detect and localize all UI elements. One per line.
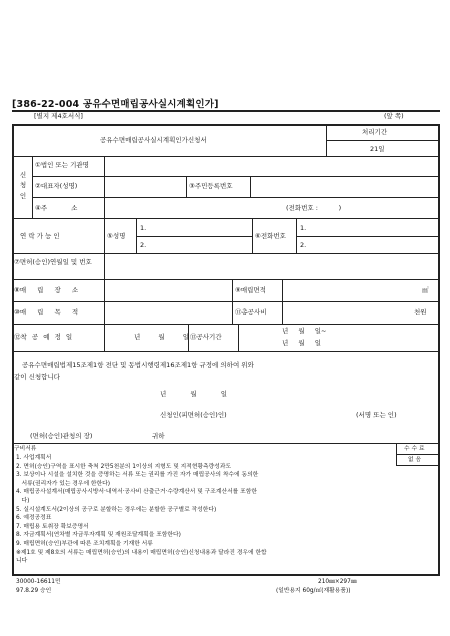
- attachment-item: 9. 매립면허(승인)부관에 따른 조치계획을 기재한 서류: [16, 540, 153, 547]
- attachment-item: 8. 자금계획서(연차별 자금투자계획 및 재원조달계획을 포함한다): [16, 532, 181, 539]
- license-date-label: ⑦면허(승인)연월일 및 번호: [14, 258, 92, 266]
- signature-note: (서명 또는 인): [356, 411, 397, 419]
- contact-phone-2: 2.: [300, 241, 307, 249]
- attachment-note: ※제1호 및 제8호의 서류는 매립면허(승인)의 내용이 매립면허(승인)신청내용과 달라진 경우에 한합: [16, 549, 267, 556]
- attachment-item: 6. 예정공정표: [16, 515, 52, 522]
- reclamation-purpose-label: ⑩매 립 목 적: [14, 308, 79, 316]
- approval-date: 97.8.29 승인: [16, 588, 52, 594]
- corp-name-label: ①법인 또는 기관명: [35, 161, 89, 169]
- attachment-item: 3. 보상이나 시설을 설치한 것을 증명하는 서류 또는 권리를 가진 자가 매립공사의 착수에 동의한: [16, 472, 259, 479]
- fee-value: 없 음: [408, 457, 422, 463]
- total-cost-label: ⑪총공사비: [235, 308, 267, 316]
- authority-name: (면허(승인)관청의 장): [30, 432, 93, 440]
- contact-name-1: 1.: [140, 224, 147, 232]
- contact-phone-label: ⑥전화번호: [255, 232, 286, 240]
- applicant-signature-line: 신청인(피면허(승인)인): [160, 411, 227, 419]
- attachment-item: 서류(권리자가 있는 경우에 한한다): [16, 480, 110, 487]
- contact-name-2: 2.: [140, 241, 147, 249]
- form-bottom-border: [12, 574, 440, 576]
- processing-period-label: 처리기간: [362, 128, 388, 136]
- attachment-note: 니다: [16, 558, 28, 565]
- form-number: [별지 제4호서식]: [34, 112, 83, 120]
- reclamation-area-label: ⑨매립면적: [235, 286, 266, 294]
- reclamation-site-label: ⑧매 립 장 소: [14, 286, 79, 294]
- side-note: (앞 쪽): [384, 112, 404, 120]
- cost-unit: 천원: [414, 308, 427, 316]
- representative-name-label: ②대표자(성명): [35, 182, 78, 190]
- fee-label: 수 수 료: [404, 446, 425, 452]
- contact-phone-1: 1.: [300, 224, 307, 232]
- start-date-value: 년 월 일: [134, 333, 189, 341]
- declaration-date: 년 월 일: [160, 390, 227, 398]
- attachment-item: 4. 매립공사설계서(매립공사시방서·내역서·공사비 산출근거·수량계산서 및 구조계산서를 포함한: [16, 489, 257, 496]
- period-to: 년 월 일: [282, 339, 321, 347]
- start-date-label: ⑫착 공 예 정 일: [14, 333, 73, 341]
- address-label: ④주 소: [35, 204, 78, 212]
- resident-number-label: ③주민등록번호: [189, 182, 233, 190]
- period-from: 년 월 일~: [282, 327, 327, 335]
- construction-period-label: ⑬공사기간: [190, 333, 222, 341]
- area-unit: ㎡: [422, 286, 429, 294]
- form-right-border: [438, 124, 440, 575]
- contact-person-label: 연 락 가 능 인: [20, 232, 60, 240]
- form-left-border: [12, 124, 14, 575]
- attachment-item: 5. 실시설계도서(2이상의 공구로 분할하는 경우에는 분할한 공구별로 작성한다): [16, 506, 217, 513]
- attachment-item: 7. 매립용 토취장 확보증명서: [16, 523, 89, 530]
- attachment-item: 1. 사업계획서: [16, 455, 52, 461]
- applicant-section-label: 신 청 인: [19, 171, 27, 200]
- document-title: [386-22-004 공유수면매립공사실시계획인가]: [12, 99, 219, 110]
- processing-period-value: 21일: [370, 145, 385, 153]
- attachment-item: 2. 면허(승인)구역을 표시한 축척 2만5천분의 1이상의 지형도 및 지적현황측량성과도: [16, 463, 232, 470]
- form-top-border: [12, 124, 440, 126]
- contact-name-label: ⑤성명: [107, 232, 126, 240]
- attachments-label: 구비서류: [14, 446, 37, 452]
- phone-label: (전화번호 : ): [286, 204, 342, 212]
- honorific: 귀하: [152, 432, 165, 440]
- form-title: 공유수면매립공사실시계획인가신청서: [100, 136, 207, 144]
- attachments-list: [16, 455, 436, 567]
- paper-spec: (일반용지 60g/㎡(재활용품)): [276, 588, 351, 594]
- declaration-line-1: 공유수면매립법제15조제1항 전단 및 동법시행령제16조제1항 규정에 의하여 위와: [22, 361, 254, 369]
- form-code: 30000-16611민: [16, 579, 61, 585]
- attachment-item: 다): [16, 497, 30, 504]
- declaration-line-2: 같이 신청합니다: [14, 373, 61, 381]
- paper-size: 210㎜×297㎜: [318, 579, 357, 585]
